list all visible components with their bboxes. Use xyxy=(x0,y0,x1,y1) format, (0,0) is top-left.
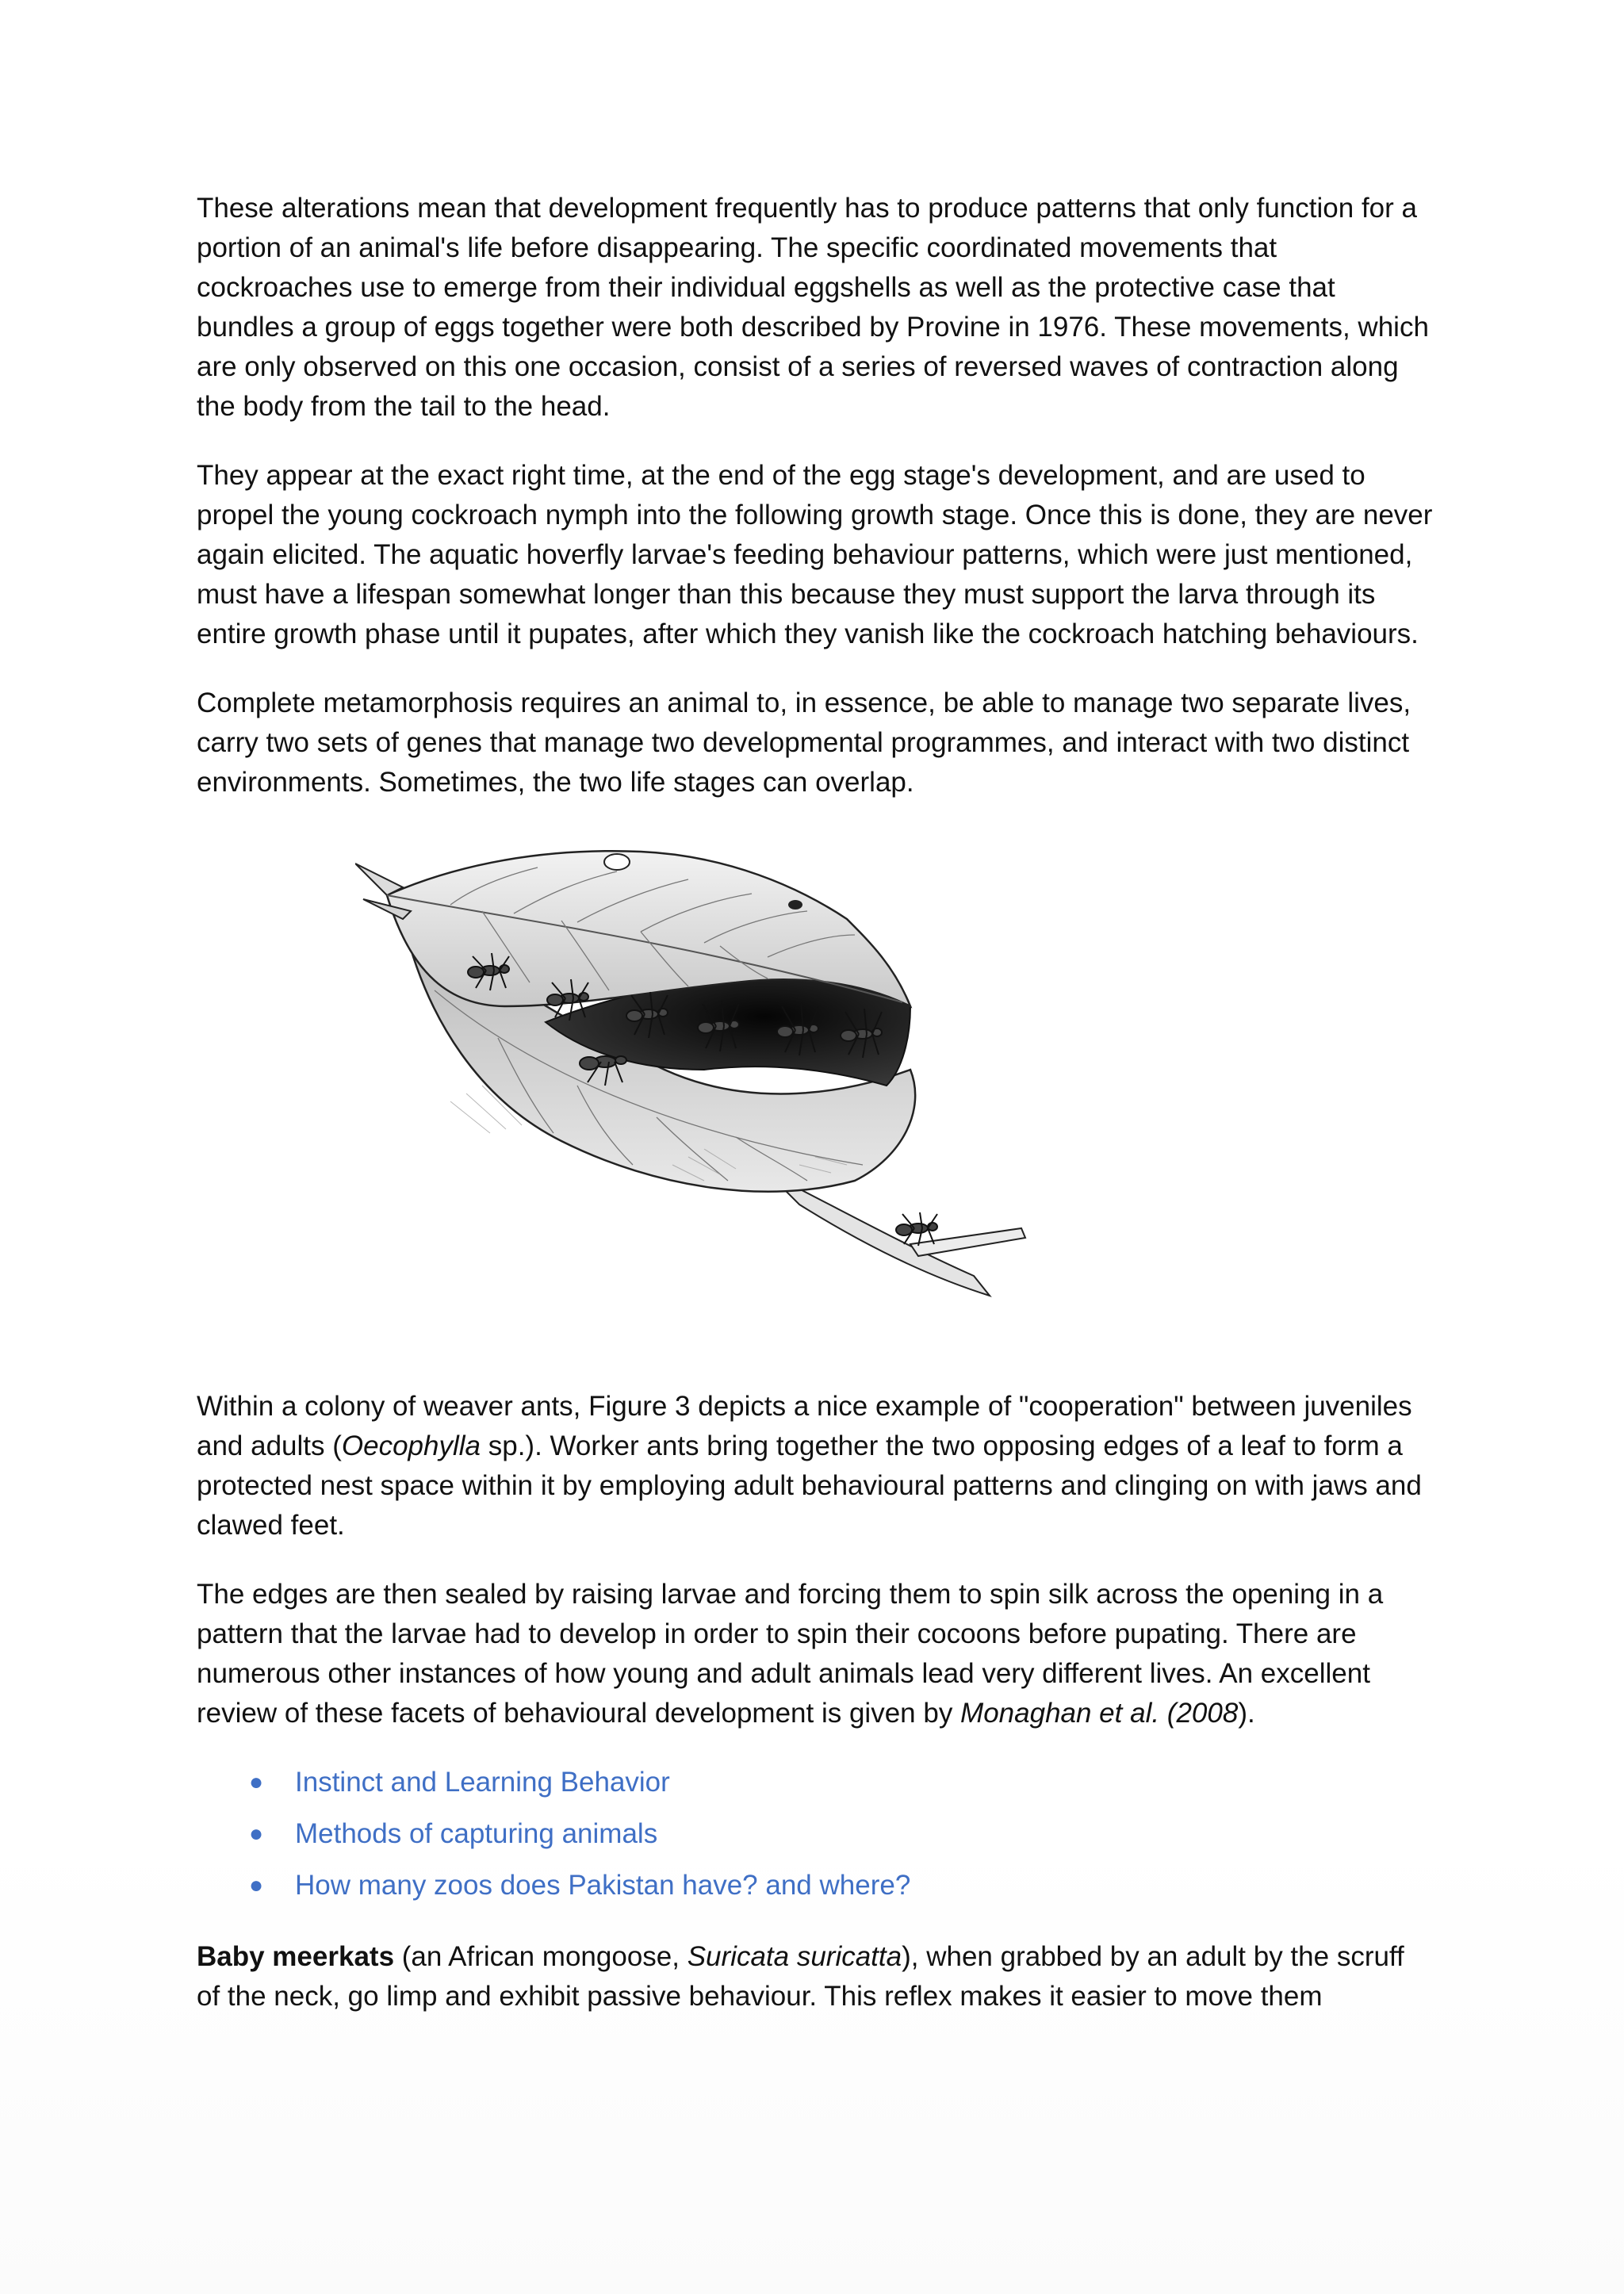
paragraph-4-text-b: sp.). Worker ants bring together the two opposing edges of a leaf to form a protected nest space within it by employing adult behavioural patterns and clinging on with jaws and clawed feet. xyxy=(197,1430,1422,1541)
paragraph-5-text-a: The edges are then sealed by raising larvae and forcing them to spin silk across the opening in a pattern that the larvae had to develop in order to spin their cocoons before pupating. There are numerous other instances of how young and adult animals lead very different lives. An excellent review of these facets of behavioural development is given by xyxy=(197,1579,1384,1729)
paragraph-6 xyxy=(197,1937,1434,2016)
paragraph-5-citation: Monaghan et al. (2008 xyxy=(960,1698,1239,1729)
document-content xyxy=(197,189,1434,2046)
related-links-list xyxy=(197,1763,1434,1905)
paragraph-6-bold: Baby meerkats xyxy=(197,1941,395,1972)
link-capturing-animals[interactable]: Methods of capturing animals xyxy=(295,1818,658,1849)
bullet-icon: ● xyxy=(249,1769,264,1795)
paragraph-4-text-a: Within a colony of weaver ants, Figure 3 depicts a nice example of "cooperation" between juveniles and adults ( xyxy=(197,1391,1412,1461)
paragraph-6-text-a: (an African mongoose, xyxy=(394,1941,688,1972)
paragraph-5 xyxy=(197,1575,1434,1733)
paragraph-2: They appear at the exact right time, at the end of the egg stage's development, and are used to propel the young cockroach nymph into the following growth stage. Once this is done, they are never again elicited. The aquatic hoverfly larvae's feeding behaviour patterns, which were just mentioned, must have a lifespan somewhat longer than this because they must support the larva through its entire growth phase until it pupates, after which they vanish like the cockroach hatching behaviours. xyxy=(197,460,1433,649)
list-item xyxy=(197,1814,1434,1854)
bullet-icon: ● xyxy=(249,1821,264,1847)
link-zoos-pakistan[interactable]: How many zoos does Pakistan have? and where? xyxy=(295,1870,911,1901)
paragraph-3: Complete metamorphosis requires an animal to, in essence, be able to manage two separate lives, carry two sets of genes that manage two developmental programmes, and interact with two distinct environments. Sometimes, the two life stages can overlap. xyxy=(197,687,1411,798)
list-item xyxy=(197,1866,1434,1905)
bullet-icon: ● xyxy=(249,1872,264,1898)
paragraph-1: These alterations mean that development frequently has to produce patterns that only function for a portion of an animal's life before disappearing. The specific coordinated movements that cockroaches use to emerge from their individual eggshells as well as the protective case that bundles a group of eggs together were both described by Provine in 1976. These movements, which are only observed on this one occasion, consist of a series of reversed waves of contraction along the body from the tail to the head. xyxy=(197,193,1429,422)
paragraph-5-text-b: ). xyxy=(1238,1698,1255,1729)
leaf-nest-drawing xyxy=(355,832,1116,1308)
paragraph-4 xyxy=(197,1387,1434,1545)
paragraph-6-text-b: ), when grabbed by an adult by the scruff of the neck, go limp and exhibit passive behaviour. This reflex makes it easier to move them xyxy=(197,1941,1404,2012)
paragraph-6-species: Suricata suricatta xyxy=(687,1941,902,1972)
weaver-ant-illustration xyxy=(197,832,1434,1331)
paragraph-4-genus: Oecophylla xyxy=(341,1430,481,1461)
list-item xyxy=(197,1763,1434,1802)
link-instinct-learning[interactable]: Instinct and Learning Behavior xyxy=(295,1767,670,1798)
